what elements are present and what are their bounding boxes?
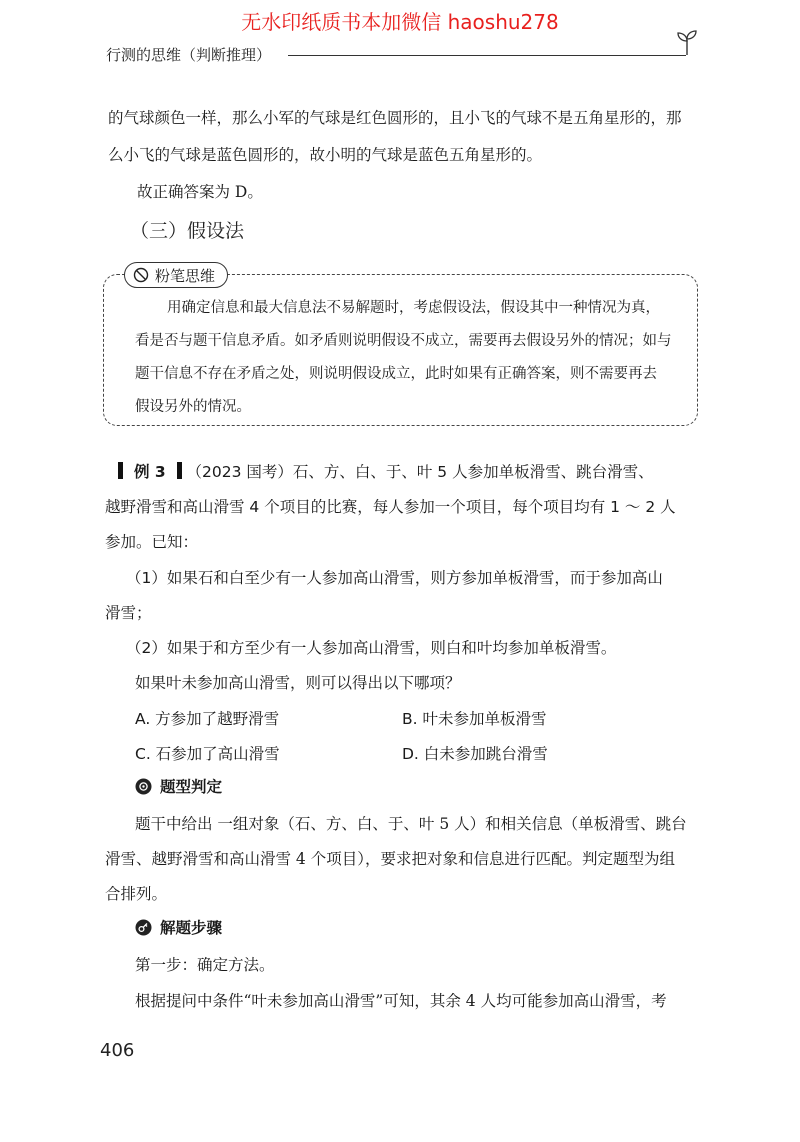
type-judge-heading	[135, 775, 222, 797]
example-marker-right	[177, 462, 182, 479]
sprout-icon	[674, 28, 700, 56]
tip-line: 看是否与题干信息矛盾。如矛盾则说明假设不成立，需要再去假设另外的情况；如与	[135, 333, 672, 349]
type-judge-heading-text: 题型判定	[160, 778, 223, 796]
option-d: D. 白未参加跳台滑雪	[402, 745, 548, 763]
page-number: 406	[100, 1040, 135, 1061]
paragraph-line: 合排列。	[105, 885, 168, 903]
example-header	[118, 460, 654, 482]
condition-1-cont: 滑雪；	[105, 604, 152, 622]
tip-label-text: 粉笔思维	[155, 266, 216, 285]
paragraph-line: 的气球颜色一样，那么小军的气球是红色圆形的，且小飞的气球不是五角星形的，那	[108, 109, 682, 127]
condition-2: （2）如果于和方至少有一人参加高山滑雪，则白和叶均参加单板滑雪。	[126, 639, 617, 657]
tip-line: 假设另外的情况。	[135, 399, 251, 415]
example-line: （2023 国考）石、方、白、于、叶 5 人参加单板滑雪、跳台滑雪、	[186, 463, 654, 481]
key-icon	[135, 919, 152, 936]
paragraph-line: 么小飞的气球是蓝色圆形的，故小明的气球是蓝色五角星形的。	[108, 146, 543, 164]
tip-label	[124, 262, 228, 288]
step-1: 第一步：确定方法。	[135, 956, 275, 974]
option-b: B. 叶未参加单板滑雪	[402, 710, 547, 728]
steps-heading	[135, 916, 222, 938]
running-header-title: 行测的思维（判断推理）	[106, 46, 272, 64]
no-entry-icon	[133, 267, 149, 283]
paragraph-line: 根据提问中条件“叶未参加高山滑雪”可知，其余 4 人均可能参加高山滑雪，考	[135, 992, 667, 1010]
section-title: （三）假设法	[130, 220, 245, 242]
tip-line: 用确定信息和最大信息法不易解题时，考虑假设法，假设其中一种情况为真，	[167, 300, 660, 316]
example-line: 参加。已知：	[105, 533, 199, 551]
paragraph-line: 题干中给出 一组对象（石、方、白、于、叶 5 人）和相关信息（单板滑雪、跳台	[135, 815, 687, 833]
tip-line: 题干信息不存在矛盾之处，则说明假设成立，此时如果有正确答案，则不需要再去	[135, 366, 657, 382]
paragraph-line: 滑雪、越野滑雪和高山滑雪 4 个项目），要求把对象和信息进行匹配。判定题型为组	[105, 850, 675, 868]
watermark-text: 无水印纸质书本加微信 haoshu278	[241, 10, 559, 34]
gear-icon	[135, 778, 152, 795]
example-marker-left	[118, 462, 123, 479]
steps-heading-text: 解题步骤	[160, 919, 223, 937]
example-line: 越野滑雪和高山滑雪 4 个项目的比赛，每人参加一个项目，每个项目均有 1 ～ 2 人	[105, 498, 676, 516]
option-a: A. 方参加了越野滑雪	[135, 710, 280, 728]
header-rule	[288, 55, 686, 56]
condition-1: （1）如果石和白至少有一人参加高山滑雪，则方参加单板滑雪，而于参加高山	[126, 569, 663, 587]
question-text: 如果叶未参加高山滑雪，则可以得出以下哪项？	[135, 674, 461, 692]
option-c: C. 石参加了高山滑雪	[135, 745, 280, 763]
example-label: 例 3	[133, 463, 166, 481]
answer-line: 故正确答案为 D。	[137, 183, 263, 201]
